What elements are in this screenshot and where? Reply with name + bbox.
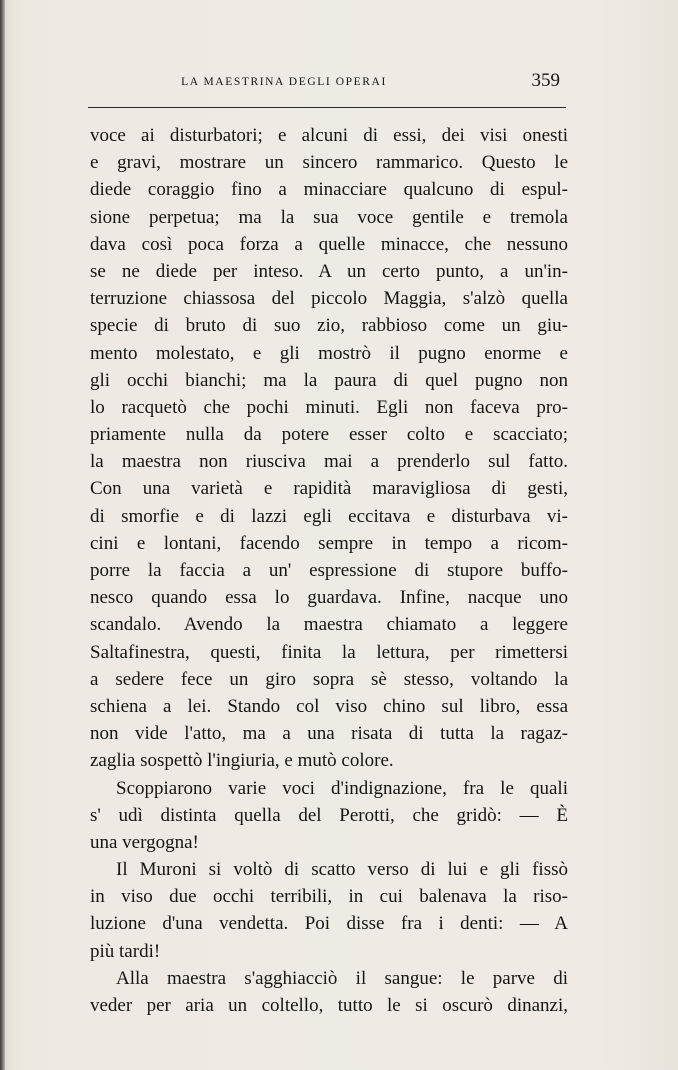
binding-edge — [0, 0, 5, 1070]
text-line: schiena a lei. Stando col viso chino sul libro, essa — [90, 695, 568, 717]
text-line: Con una varietà e rapidità maravigliosa di gesti, — [90, 478, 568, 500]
text-line: la maestra non riusciva mai a prenderlo sul fatto. — [90, 451, 568, 473]
text-line: di smorfie e di lazzi egli eccitava e disturbava vi- — [90, 505, 568, 527]
text-line: porre la faccia a un' espressione di stupore buffo- — [90, 560, 568, 581]
body-text — [90, 122, 568, 1019]
text-line: e gravi, mostrare un sincero rammarico. Questo le — [90, 152, 568, 174]
text-line: scandalo. Avendo la maestra chiamato a leggere — [90, 614, 568, 636]
text-line: non vide l'atto, ma a una risata di tutta la ragaz- — [90, 723, 568, 745]
text-line: Alla maestra s'agghiacciò il sangue: le parve di — [116, 967, 568, 989]
text-line: più tardi! — [90, 940, 161, 962]
text-line: in viso due occhi terribili, in cui balenava la riso- — [90, 886, 568, 908]
text-line: nesco quando essa lo guardava. Infine, nacque uno — [90, 587, 568, 609]
text-line: Scoppiarono varie voci d'indignazione, fra le quali — [116, 777, 568, 799]
text-line: mento molestato, e gli mostrò il pugno enorme e — [90, 342, 568, 364]
text-line: se ne diede per inteso. A un certo punto, a un'in- — [90, 260, 568, 282]
running-head — [88, 68, 568, 96]
text-line: diede coraggio fino a minacciare qualcuno di espul- — [90, 179, 568, 201]
text-line: Saltafinestra, questi, finita la lettura, per rimettersi — [90, 641, 568, 663]
header-rule — [88, 107, 566, 108]
text-line: Il Muroni si voltò di scatto verso di lui e gli fissò — [116, 859, 568, 881]
text-line: s' udì distinta quella del Perotti, che gridò: — È — [90, 804, 568, 826]
text-line: dava così poca forza a quelle minacce, che nessuno — [90, 233, 568, 255]
text-line: specie di bruto di suo zio, rabbioso come un giu- — [90, 315, 568, 337]
text-line: terruzione chiassosa del piccolo Maggia, s'alzò quella — [90, 288, 568, 310]
running-title: LA MAESTRINA DEGLI OPERAI — [181, 76, 387, 88]
text-line: cini e lontani, facendo sempre in tempo a ricom- — [90, 532, 568, 554]
text-line: zaglia sospettò l'ingiuria, e mutò colore. — [90, 750, 394, 772]
text-line: a sedere fece un giro sopra sè stesso, voltando la — [90, 668, 568, 690]
text-line: priamente nulla da potere esser colto e scacciato; — [90, 424, 568, 446]
text-line: una vergogna! — [90, 831, 199, 853]
page-number: 359 — [531, 70, 560, 91]
text-line: gli occhi bianchi; ma la paura di quel pugno non — [90, 369, 568, 391]
text-line: sione perpetua; ma la sua voce gentile e tremola — [90, 206, 568, 228]
text-line: lo racquetò che pochi minuti. Egli non faceva pro- — [90, 396, 568, 418]
text-line: voce ai disturbatori; e alcuni di essi, dei visi onesti — [90, 125, 568, 146]
text-line: veder per aria un coltello, tutto le si oscurò dinanzi, — [90, 995, 568, 1016]
text-line: luzione d'una vendetta. Poi disse fra i denti: — A — [90, 913, 568, 935]
